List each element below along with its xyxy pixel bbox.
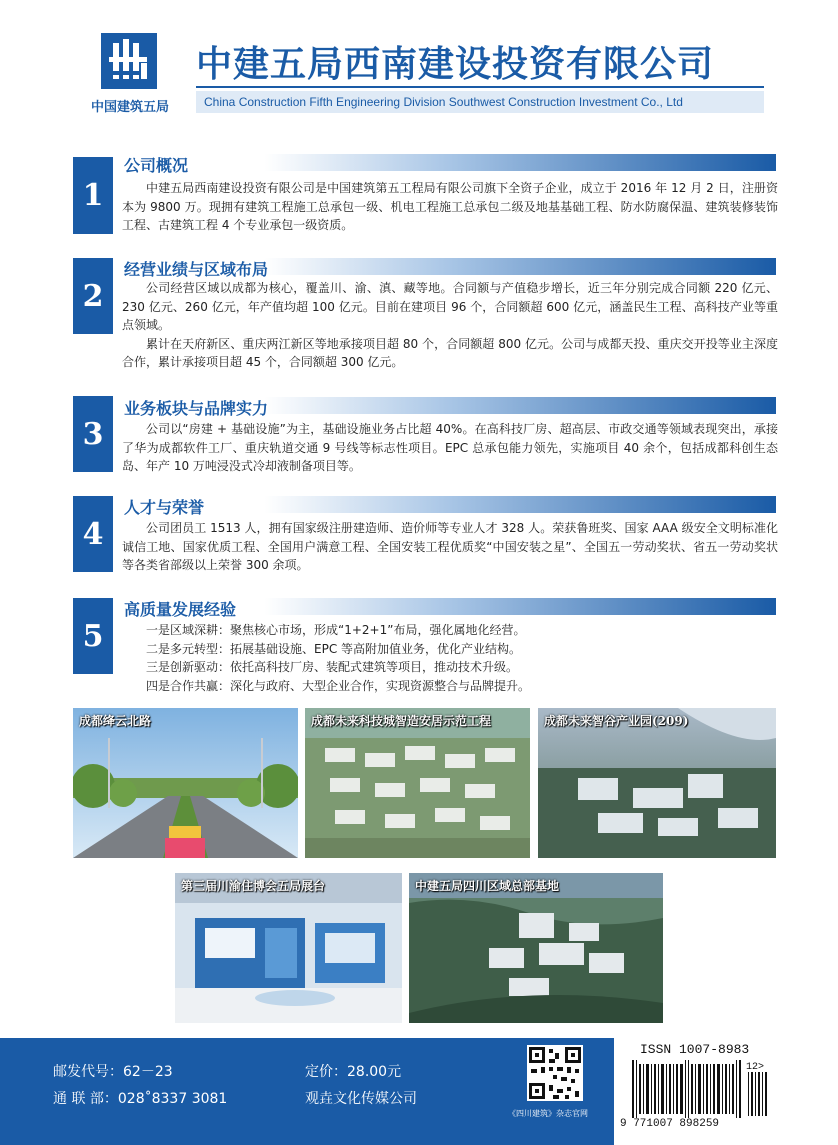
section-paragraph: 公司经营区域以成都为核心，覆盖川、渝、滇、藏等地。合同额与产值稳步增长，近三年分别完成合同额 220 亿元、230 亿元、260 亿元，年产值均超 100 亿元。目前在建项目 96 个，合同额超 600 亿元，涵盖民生工程、高科技产业等重点领域。 bbox=[122, 281, 778, 332]
publisher: 观垚文化传媒公司 bbox=[305, 1091, 417, 1107]
photo-residential bbox=[305, 708, 530, 858]
photo-caption: 成都未来科技城智造安居示范工程 bbox=[311, 714, 492, 728]
section-body bbox=[122, 420, 778, 476]
section-title: 高质量发展经验 bbox=[124, 600, 237, 619]
section-body bbox=[122, 179, 778, 235]
section-title: 公司概况 bbox=[124, 156, 189, 175]
photo-road bbox=[73, 708, 298, 858]
contact-phone: 通 联 部：028˚8337 3081 bbox=[53, 1091, 228, 1107]
section-number: 3 bbox=[73, 396, 113, 472]
photo-caption: 中建五局四川区域总部基地 bbox=[415, 879, 560, 893]
section-number: 5 bbox=[73, 598, 113, 674]
section-title: 业务板块与品牌实力 bbox=[124, 399, 269, 418]
photo-exhibition bbox=[175, 873, 402, 1023]
section-paragraph: 累计在天府新区、重庆两江新区等地承接项目超 80 个，合同额超 800 亿元。公司与成都天投、重庆交开投等业主深度合作，累计承接项目超 45 个，合同额超 300 亿元。 bbox=[122, 336, 778, 369]
section-paragraph: 公司团员工 1513 人，拥有国家级注册建造师、造价师等专业人才 328 人。荣获鲁班奖、国家 AAA 级安全文明标准化诚信工地、国家优质工程、全国用户满意工程、全国安装工程优质奖“中国安装之星”、全国五一劳动奖状、省五一劳动奖状等各类省部级以上荣誉 300 余项。 bbox=[122, 521, 778, 572]
barcode-number: 9 771007 898259 bbox=[620, 1118, 720, 1130]
photo-caption: 第三届川渝住博会五局展台 bbox=[181, 879, 326, 893]
section-body bbox=[122, 519, 778, 575]
section-number: 4 bbox=[73, 496, 113, 572]
section-number: 1 bbox=[73, 157, 113, 234]
section-paragraph: 四是合作共赢：深化与政府、大型企业合作，实现资源整合与品牌提升。 bbox=[146, 678, 531, 693]
section-number: 2 bbox=[73, 258, 113, 334]
logo-text: 中国建筑五局 bbox=[90, 100, 169, 115]
issn: ISSN 1007-8983 bbox=[640, 1042, 750, 1057]
section-title-bar bbox=[120, 496, 776, 513]
section-paragraph: 二是多元转型：拓展基础设施、EPC 等高附加值业务，优化产业结构。 bbox=[146, 641, 522, 656]
qr-caption: 《四川建筑》杂志官网 bbox=[508, 1109, 588, 1118]
company-title-en: China Construction Fifth Engineering Division Southwest Construction Investment Co., Ltd bbox=[204, 95, 683, 109]
section-title-bar bbox=[120, 154, 776, 171]
section-body bbox=[122, 279, 778, 372]
barcode-addon: 12> bbox=[746, 1062, 765, 1073]
company-title-cn: 中建五局西南建设投资有限公司 bbox=[196, 43, 715, 85]
postal-code: 邮发代号：62－23 bbox=[53, 1064, 173, 1080]
photo-industrial-park bbox=[538, 708, 776, 858]
section-title: 经营业绩与区域布局 bbox=[124, 260, 269, 279]
qr-code bbox=[527, 1045, 583, 1101]
section-paragraph: 公司以“房建 + 基础设施”为主，基础设施业务占比超 40%。在高科技厂房、超高层、市政交通等领域表现突出，承接了华为成都软件工厂、重庆轨道交通 9 号线等标志性项目。EPC 总承包能力领先，实施项目 40 余个，包括成都科创生态岛、年产 10 万吨浸没式冷却液制备项目等。 bbox=[122, 422, 778, 473]
section-paragraph: 一是区域深耕：聚焦核心市场，形成“1+2+1”布局，强化属地化经营。 bbox=[146, 623, 526, 637]
photo-caption: 成都绛云北路 bbox=[79, 714, 152, 728]
title-divider bbox=[196, 86, 764, 88]
section-paragraph: 三是创新驱动：依托高科技厂房、装配式建筑等项目，推动技术升级。 bbox=[146, 660, 519, 674]
company-logo bbox=[101, 33, 157, 89]
section-paragraph: 中建五局西南建设投资有限公司是中国建筑第五工程局有限公司旗下全资子企业，成立于 2016 年 12 月 2 日，注册资本为 9800 万。现拥有建筑工程施工总承包一级、机电工程施工总承包二级及地基基础工程、防水防腐保温、建筑装修装饰工程、古建筑工程 4 个专业承包一级资质。 bbox=[122, 181, 778, 232]
section-title: 人才与荣誉 bbox=[124, 498, 205, 517]
price: 定价：28.00元 bbox=[305, 1064, 402, 1080]
photo-caption: 成都未来智谷产业园(209) bbox=[544, 714, 689, 728]
photo-headquarters bbox=[409, 873, 663, 1023]
section-body bbox=[122, 621, 778, 695]
